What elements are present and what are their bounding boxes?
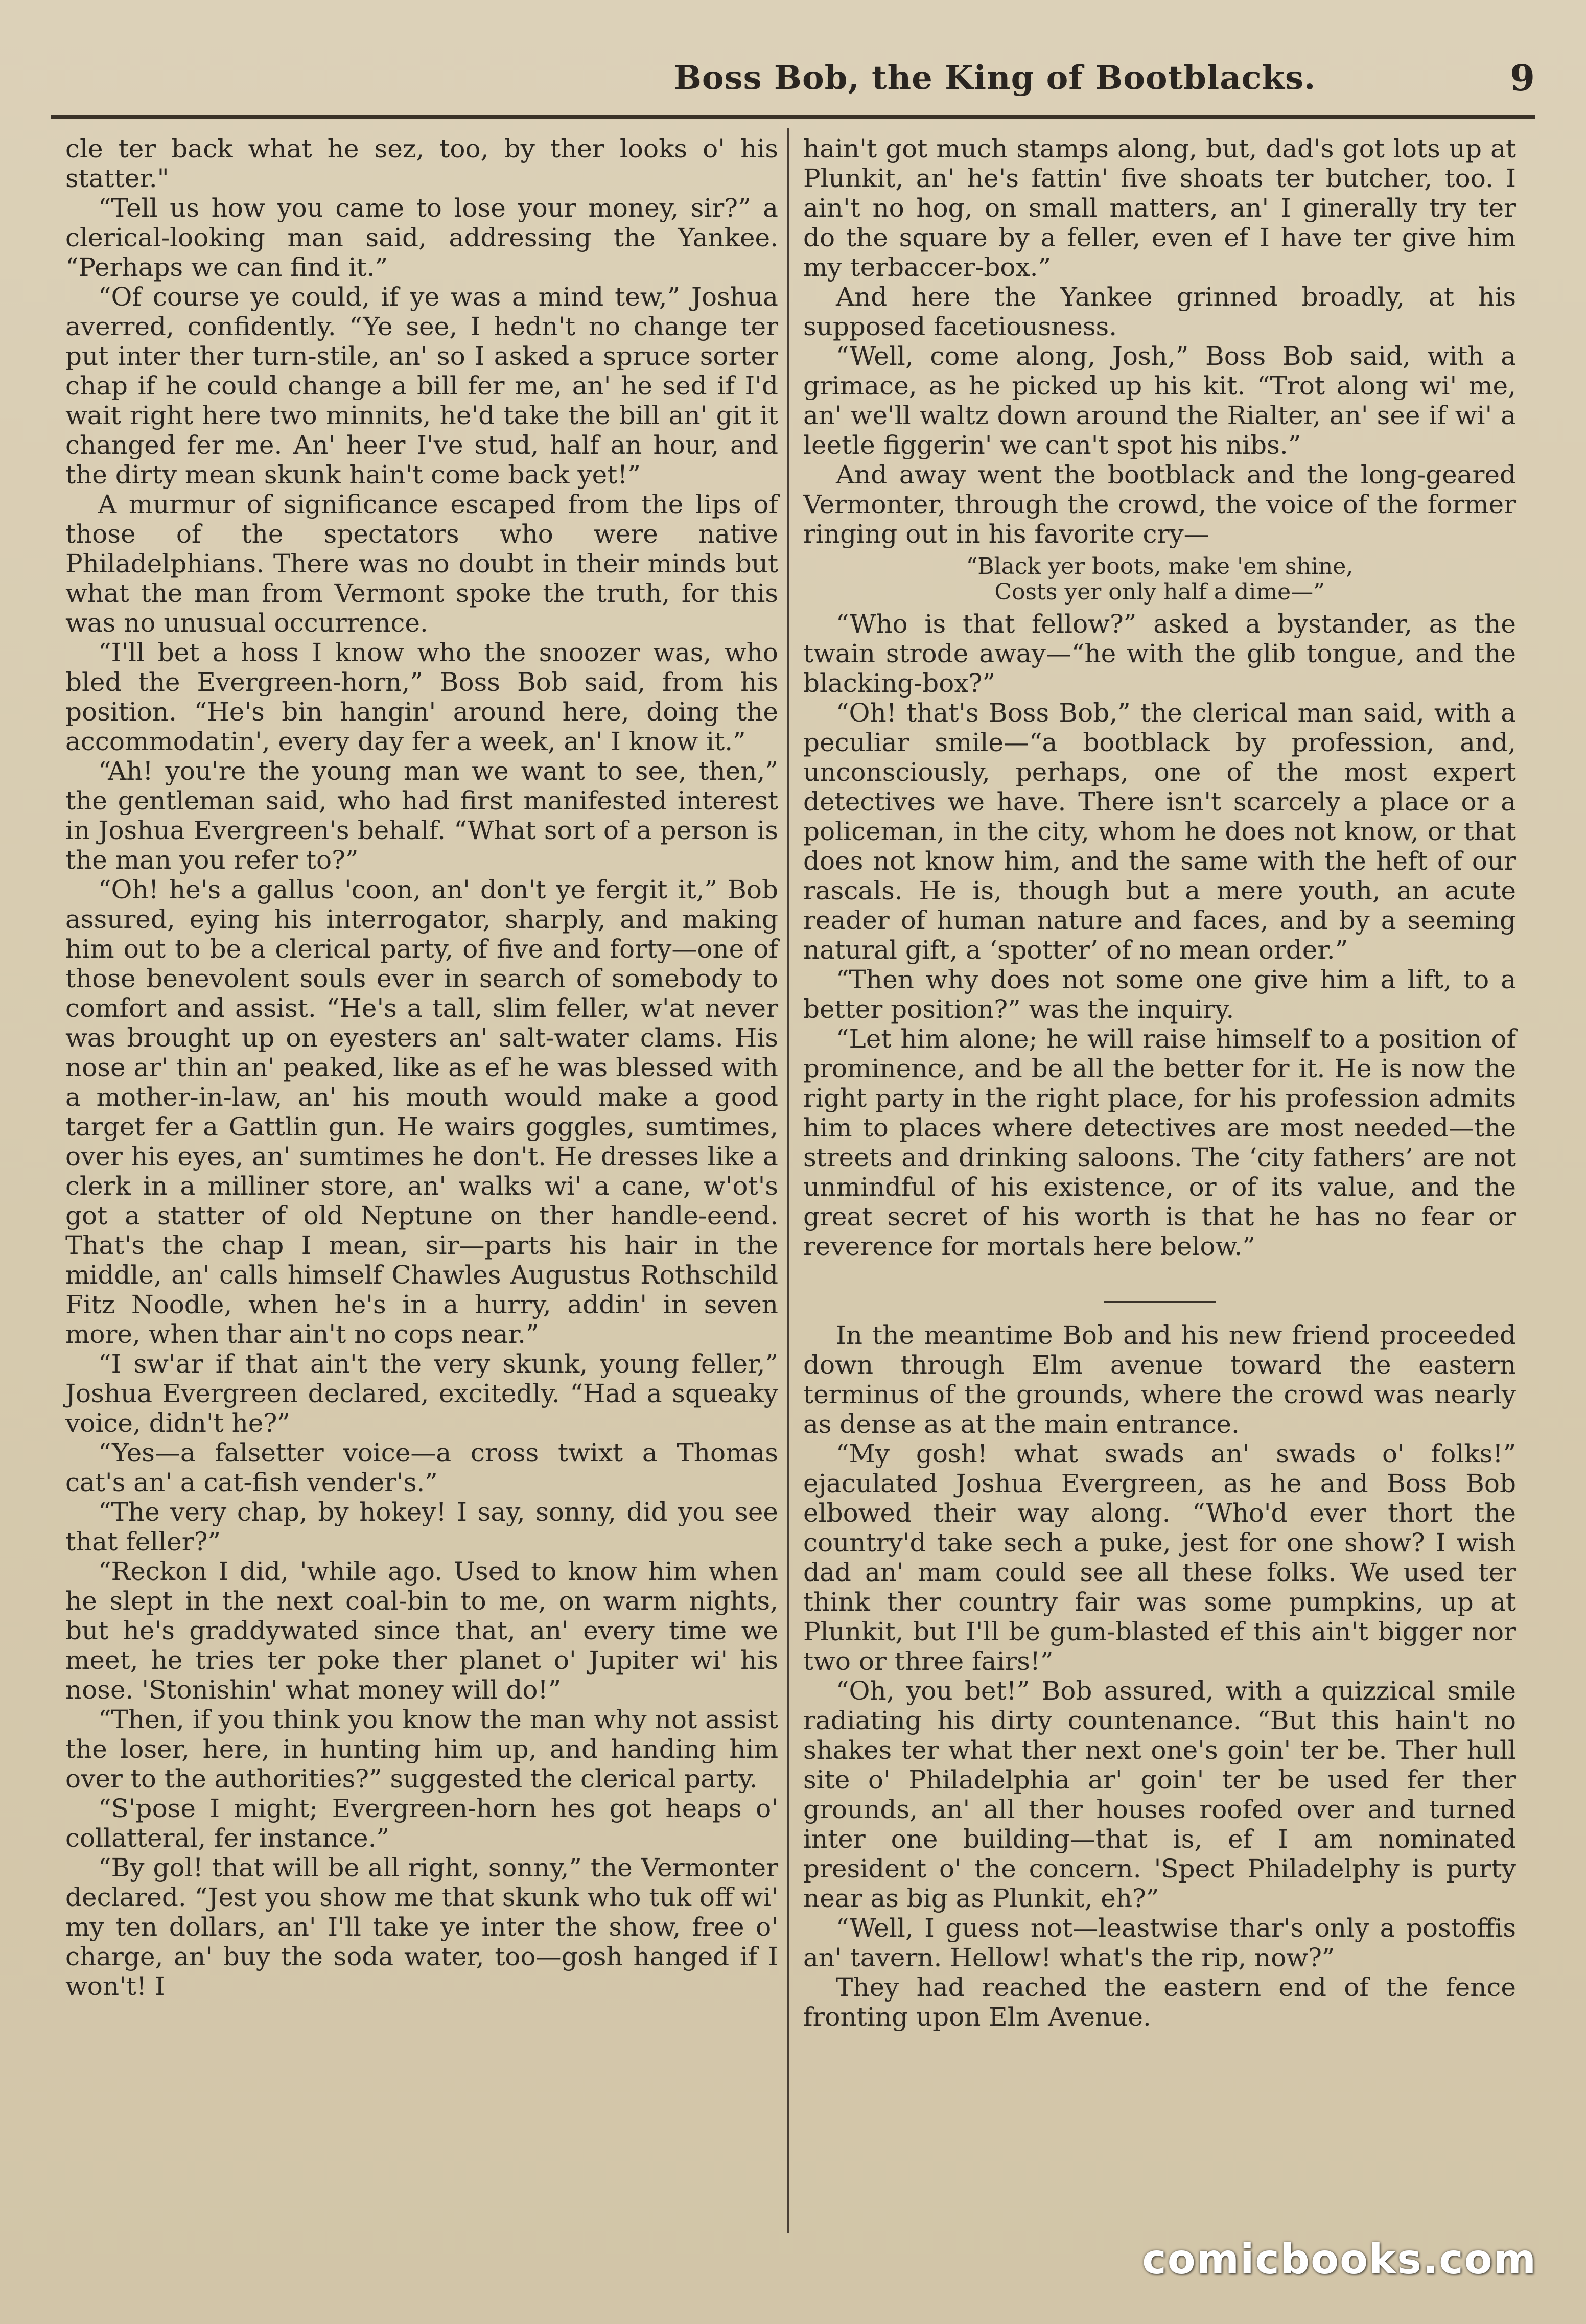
paragraph: “Let him alone; he will raise himself to a position of prominence, and be all the better for it. He is now the right party in the right place, for his profession admits him to places where detectives are most needed—the streets and drinking saloons. The ‘city fathers’ are not unmindful of his existence, or of its value, and the great secret of his worth is that he has no fear or reverence for mortals here below.” <box>803 1024 1516 1261</box>
paragraph: “Well, come along, Josh,” Boss Bob said, with a grimace, as he picked up his kit. “Trot along wi' me, an' we'll waltz down around the Rialter, an' see if wi' a leetle figgerin' we can't spot his nibs.” <box>803 341 1516 460</box>
verse-line: Costs yer only half a dime—” <box>994 579 1325 605</box>
paragraph: “Well, I guess not—leastwise thar's only a postoffis an' tavern. Hellow! what's the rip, now?” <box>803 1913 1516 1972</box>
section-break-rule <box>1104 1301 1216 1303</box>
running-title: Boss Bob, the King of Bootblacks. <box>673 58 1316 97</box>
paragraph: “Oh! that's Boss Bob,” the clerical man said, with a peculiar smile—“a bootblack by profession, and, unconsciously, perhaps, one of the most expert detectives we have. There isn't scarcely a place or a policeman, in the city, whom he does not know, or that does not know him, and the same with the heft of our rascals. He is, though but a mere youth, an acute reader of human nature and faces, and by a seeming natural gift, a ‘spotter’ of no mean order.” <box>803 698 1516 965</box>
paragraph: “Then why does not some one give him a lift, to a better position?” was the inquiry. <box>803 965 1516 1024</box>
verse-line: “Black yer boots, make 'em shine, <box>966 553 1354 579</box>
paragraph: “The very chap, by hokey! I say, sonny, did you see that feller?” <box>65 1497 778 1556</box>
paragraph: “I sw'ar if that ain't the very skunk, young feller,” Joshua Evergreen declared, excitedly. “Had a squeaky voice, didn't he?” <box>65 1349 778 1438</box>
paragraph: hain't got much stamps along, but, dad's got lots up at Plunkit, an' he's fattin' five shoats ter butcher, too. I ain't no hog, on small matters, an' I ginerally try ter do the square by a feller, even ef I have ter give him my terbaccer-box.” <box>803 134 1516 282</box>
paragraph: “Oh, you bet!” Bob assured, with a quizzical smile radiating his dirty countenance. “But this hain't no shakes ter what ther next one's goin' ter be. Ther hull site o' Philadelphia ar' goin' ter be used fer ther grounds, an' all ther houses roofed over and turned inter one building—that is, ef I am nominated president o' the concern. 'Spect Philadelphy is purty near as big as Plunkit, eh?” <box>803 1676 1516 1913</box>
paragraph: And away went the bootblack and the long-geared Vermonter, through the crowd, the voice of the former ringing out in his favorite cry— <box>803 460 1516 549</box>
page-number: 9 <box>1510 56 1535 99</box>
paragraph: cle ter back what he sez, too, by ther looks o' his statter." <box>65 134 778 193</box>
page-header <box>51 47 1535 108</box>
left-column <box>65 134 778 2001</box>
paragraph: A murmur of significance escaped from the lips of those of the spectators who were native Philadelphians. There was no doubt in their minds but what the man from Vermont spoke the truth, for this was no unusual occurrence. <box>65 490 778 638</box>
paragraph: “Reckon I did, 'while ago. Used to know him when he slept in the next coal-bin to me, on warm nights, but he's graddywated since that, an' every time we meet, he tries ter poke ther planet o' Jupiter wi' his nose. 'Stonishin' what money will do!” <box>65 1556 778 1705</box>
paragraph: “By gol! that will be all right, sonny,” the Vermonter declared. “Jest you show me that skunk who tuk off wi' my ten dollars, an' I'll take ye inter the show, free o' charge, an' buy the soda water, too—gosh hanged if I won't! I <box>65 1853 778 2001</box>
paragraph: “Who is that fellow?” asked a bystander, as the twain strode away—“he with the glib tongue, and the blacking-box?” <box>803 609 1516 698</box>
paragraph: “Then, if you think you know the man why not assist the loser, here, in hunting him up, and handing him over to the authorities?” suggested the clerical party. <box>65 1705 778 1794</box>
site-watermark: comicbooks.com <box>1142 2236 1537 2283</box>
paragraph: “Oh! he's a gallus 'coon, an' don't ye fergit it,” Bob assured, eying his interrogator, sharply, and making him out to be a clerical party, of five and forty—one of those benevolent souls ever in search of somebody to comfort and assist. “He's a tall, slim feller, w'at never was brought up on eyesters an' salt-water clams. His nose ar' thin an' peaked, like as ef he was blessed with a mother-in-law, an' his mouth would make a good target fer a Gattlin gun. He wairs goggles, sumtimes, over his eyes, an' sumtimes he don't. He dresses like a clerk in a milliner store, an' walks wi' a cane, w'ot's got a statter of old Neptune on ther handle-eend. That's the chap I mean, sir—parts his hair in the middle, an' calls himself Chawles Augustus Rothschild Fitz Noodle, when he's in a hurry, addin' in seven more, when thar ain't no cops near.” <box>65 875 778 1349</box>
paragraph: In the meantime Bob and his new friend proceeded down through Elm avenue toward the eastern terminus of the grounds, where the crowd was nearly as dense as at the main entrance. <box>803 1320 1516 1439</box>
verse-quote <box>803 554 1516 605</box>
paragraph: “S'pose I might; Evergreen-horn hes got heaps o' collatteral, fer instance.” <box>65 1794 778 1853</box>
column-divider <box>787 128 789 2233</box>
paragraph: “Of course ye could, if ye was a mind tew,” Joshua averred, confidently. “Ye see, I hedn't no change ter put inter ther turn-stile, an' so I asked a spruce sorter chap if he could change a bill fer me, an' he sed if I'd wait right here two minnits, he'd take the bill an' git it changed fer me. An' heer I've stud, half an hour, and the dirty mean skunk hain't come back yet!” <box>65 282 778 490</box>
right-column <box>803 134 1516 2032</box>
paragraph: “Yes—a falsetter voice—a cross twixt a Thomas cat's an' a cat-fish vender's.” <box>65 1438 778 1497</box>
paragraph: “My gosh! what swads an' swads o' folks!” ejaculated Joshua Evergreen, as he and Boss Bob elbowed their way along. “Who'd ever thort the country'd take sech a puke, jest for one show? I wish dad an' mam could see all these folks. We used ter think ther country fair was some pumpkins, up at Plunkit, but I'll be gum-blasted ef this ain't bigger nor two or three fairs!” <box>803 1439 1516 1676</box>
header-rule <box>51 115 1535 119</box>
paragraph: And here the Yankee grinned broadly, at his supposed facetiousness. <box>803 282 1516 341</box>
paragraph: “Ah! you're the young man we want to see, then,” the gentleman said, who had first manifested interest in Joshua Evergreen's behalf. “What sort of a person is the man you refer to?” <box>65 756 778 875</box>
paragraph: “Tell us how you came to lose your money, sir?” a clerical-looking man said, addressing the Yankee. “Perhaps we can find it.” <box>65 193 778 282</box>
paragraph: They had reached the eastern end of the fence fronting upon Elm Avenue. <box>803 1972 1516 2032</box>
paragraph: “I'll bet a hoss I know who the snoozer was, who bled the Evergreen-horn,” Boss Bob said, from his position. “He's bin hangin' around here, doing the accommodatin', every day fer a week, an' I know it.” <box>65 638 778 756</box>
